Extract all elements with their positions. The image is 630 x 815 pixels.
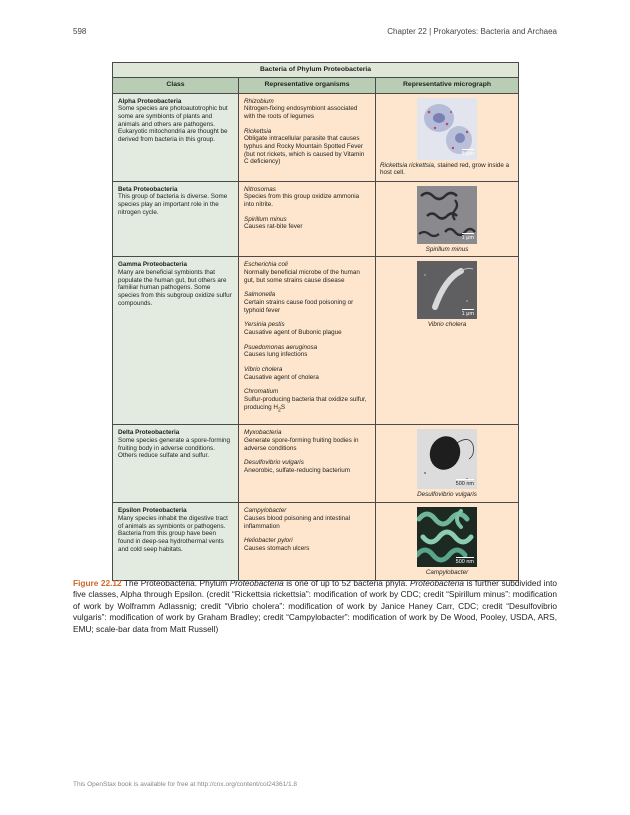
organism-entry: [244, 459, 370, 474]
organism-name: Salmonella: [244, 291, 276, 299]
organism-description: Certain strains cause food poisoning or typhoid fever: [244, 298, 354, 314]
organism-entry: [244, 216, 370, 231]
table-title: Bacteria of Phylum Proteobacteria: [113, 63, 519, 78]
organism-name: Campylobacter: [244, 507, 287, 515]
organisms-cell: [239, 93, 376, 181]
organism-description: Nitrogen-fixing endosymbiont associated with the roots of legumes: [244, 105, 358, 120]
micrograph-caption: Vibrio cholera: [427, 321, 467, 329]
organism-description: Causes stomach ulcers: [244, 544, 310, 552]
organism-description: Aneorobic, sulfate-reducing bacterium: [244, 466, 351, 474]
table-row: [113, 257, 519, 425]
organism-name: Heliobacter pylori: [244, 537, 293, 545]
scale-bar: 1 μm: [461, 234, 475, 241]
organism-description: Sulfur-producing bacteria that oxidize sulfur, producing $H_2S$: [244, 395, 367, 413]
table-row: [113, 181, 519, 257]
class-description: Some species are photoautotrophic but some are symbionts of plants and animals and others are pathogens. Eukaryotic mitochondria are thought be derived from bacteria in this group.: [118, 105, 228, 143]
micrograph-image: [417, 98, 477, 160]
organism-name: Vibrio cholera: [244, 365, 283, 373]
class-cell: [113, 93, 239, 181]
class-cell: [113, 181, 239, 257]
organism-name: Escherichia coli: [244, 261, 288, 269]
page-number: 598: [73, 27, 87, 36]
organism-entry: [244, 388, 370, 413]
micrograph-image: [417, 186, 477, 244]
organism-entry: [244, 537, 370, 552]
organisms-cell: [239, 181, 376, 257]
micrograph-caption: Spirillum minus: [425, 245, 469, 253]
scale-bar: 1 μm: [461, 310, 475, 317]
organism-entry: [244, 321, 370, 336]
organisms-cell: [239, 425, 376, 503]
organism-entry: [244, 344, 370, 359]
organism-entry: [244, 98, 370, 121]
micrograph-caption: Campylobacter: [425, 569, 469, 577]
organism-name: Myxobacteria: [244, 429, 282, 437]
organisms-cell: [239, 257, 376, 425]
page-footer: This OpenStax book is available for free at http://cnx.org/content/col24361/1.8: [73, 781, 298, 788]
organism-description: Causative agent of Bubonic plague: [244, 328, 342, 336]
micrograph-caption: Rickettsia rickettsia, stained red, grow inside a host cell.: [380, 161, 510, 177]
class-name: Gamma Proteobacteria: [118, 261, 187, 269]
organism-description: Causes lung infections: [244, 351, 308, 359]
organism-entry: [244, 291, 370, 314]
organism-name: Chromatium: [244, 388, 279, 396]
micrograph-image: [417, 507, 477, 567]
scale-bar: 500 nm: [455, 480, 475, 487]
organism-name: Desulfovibrio vulgaris: [244, 459, 304, 467]
organism-description: Normally beneficial microbe of the human gut, but some strains cause disease: [244, 268, 360, 284]
table-row: [113, 93, 519, 181]
micrograph-cell: [376, 257, 519, 425]
scale-bar: 5 μm: [461, 150, 475, 157]
organism-entry: [244, 507, 370, 530]
micrograph-caption: Desulfovibrio vulgaris: [417, 491, 477, 499]
class-description: This group of bacteria is diverse. Some species play an important role in the nitrogen cycle.: [118, 193, 228, 216]
organism-name: Nitrosomas: [244, 185, 276, 193]
organism-description: Species from this group oxidize ammonia into nitrite.: [244, 193, 360, 208]
class-cell: [113, 503, 239, 581]
organism-name: Rickettsia: [244, 127, 272, 135]
organism-description: Obligate intracellular parasite that causes typhus and Rocky Mountain Spotted Fever (but not rickets, which is caused by Vitamin C deficiency): [244, 135, 365, 166]
class-cell: [113, 425, 239, 503]
class-name: Delta Proteobacteria: [118, 429, 180, 437]
organism-name: Yersinia pestis: [244, 321, 285, 329]
organism-name: Spirillum minus: [244, 215, 287, 223]
class-name: Beta Proteobacteria: [118, 185, 178, 193]
class-name: Alpha Proteobacteria: [118, 97, 182, 105]
class-description: Many are beneficial symbionts that populate the human gut, but others are familiar human pathogens. Some species from this subgroup oxidize sulfur compounds.: [118, 268, 232, 307]
class-description: Some species generate a spore-forming fruiting body in adverse conditions. Others reduce sulfate and sulfur.: [118, 436, 231, 460]
organism-entry: [244, 261, 370, 284]
table-row: [113, 503, 519, 581]
organism-entry: [244, 186, 370, 209]
micrograph-image: [417, 261, 477, 319]
organism-name: Rhizobium: [244, 97, 274, 105]
column-header-micrograph: Representative micrograph: [376, 78, 519, 93]
figure-caption: Figure 22.12 The Proteobacteria. Phylum Proteobacteria is one of up to 52 bacteria phyla. Proteobacteria is further subdivided into five classes, Alpha through Epsilon. (credit “Rickettsia rickettsia”: modification of work by CDC; credit “Spirillum minus”: modification of work by Wolframm Adlassnig; credit “Vibrio cholera”: modification of work by Janice Haney Carr, CDC; credit “Desulfovibrio vulgaris”: modification of work by Graham Bradley; credit “Campylobacter”: modification of work by De Wood, Pooley, USDA, ARS, EMU; scale-bar data from Matt Russell): [73, 578, 557, 634]
organism-entry: [244, 128, 370, 166]
organisms-cell: [239, 503, 376, 581]
organism-name: Psuedomonas aeruginosa: [244, 343, 318, 351]
organism-description: Causative agent of cholera: [244, 373, 319, 381]
figure-label: Figure 22.12: [73, 578, 122, 588]
table-row: [113, 425, 519, 503]
micrograph-cell: [376, 181, 519, 257]
class-description: Many species inhabit the digestive tract of animals as symbionts or pathogens. Bacteria from this group have been found in deep-sea hydrothermal vents and cold seep habitats.: [118, 514, 228, 553]
organism-description: Causes rat-bite fever: [244, 223, 303, 231]
micrograph-cell: [376, 425, 519, 503]
column-header-class: Class: [113, 78, 239, 93]
organism-description: Causes blood poisoning and intestinal inflammation: [244, 514, 351, 530]
column-header-organisms: Representative organisms: [239, 78, 376, 93]
running-head: Chapter 22 | Prokaryotes: Bacteria and Archaea: [387, 27, 557, 36]
organism-description: Generate spore-forming fruiting bodies in adverse conditions: [244, 436, 359, 452]
micrograph-image: [417, 429, 477, 489]
proteobacteria-table: [112, 62, 519, 581]
scale-bar: 500 nm: [455, 558, 475, 565]
class-name: Epsilon Proteobacteria: [118, 507, 187, 515]
micrograph-cell: [376, 503, 519, 581]
organism-entry: [244, 429, 370, 452]
class-cell: [113, 257, 239, 425]
organism-entry: [244, 366, 370, 381]
micrograph-cell: [376, 93, 519, 181]
